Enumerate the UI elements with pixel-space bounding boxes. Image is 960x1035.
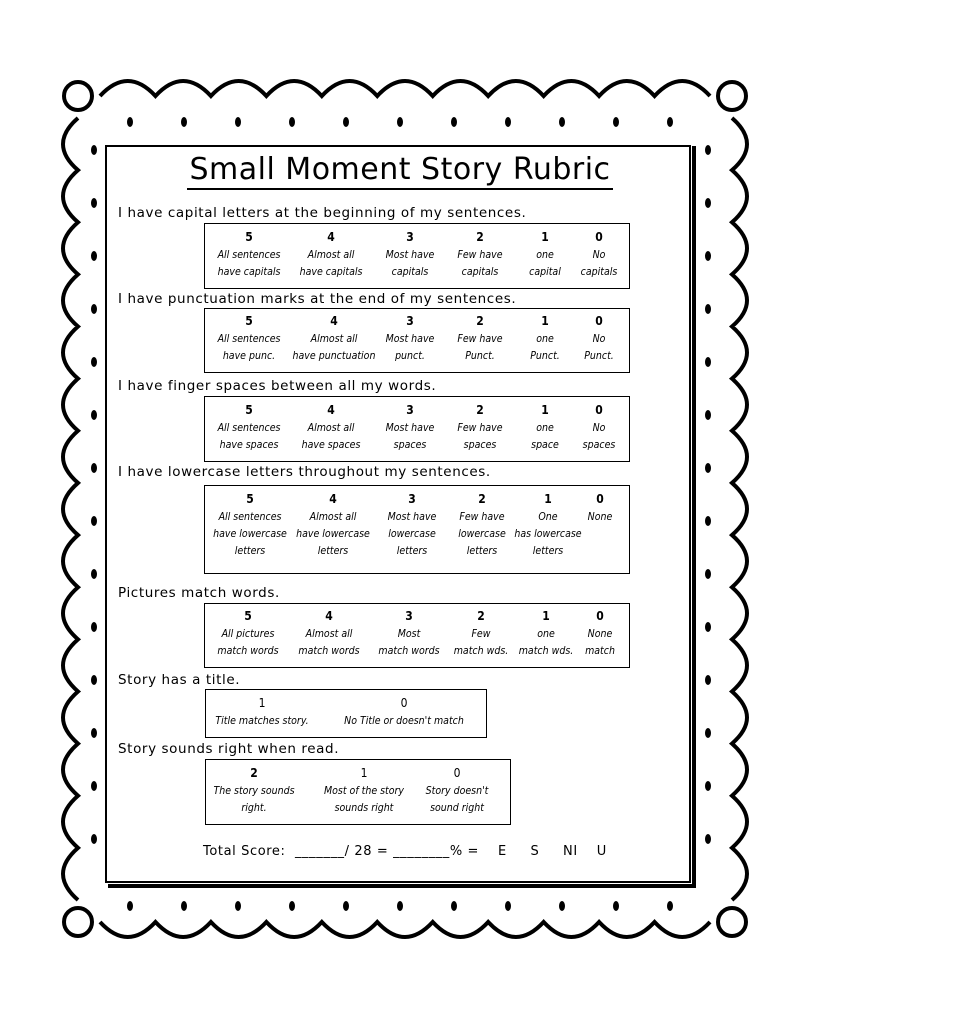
border-dot: [559, 901, 565, 911]
scallop-corner: [718, 908, 746, 936]
grade-s: S: [530, 844, 540, 859]
border-dot: [667, 901, 673, 911]
criterion-scale-punctuation: [204, 308, 630, 373]
border-dot: [505, 901, 511, 911]
level-0: 0 None match: [585, 609, 615, 657]
level-4: 4 Almost all have punctuation: [292, 314, 376, 362]
criterion-scale-spaces: [204, 396, 630, 462]
border-dot: [505, 117, 511, 127]
border-dot: [667, 117, 673, 127]
level-3: 3 Most have spaces: [385, 403, 435, 451]
level-0: 0 None: [587, 492, 613, 523]
level-4: 4 Almost all have capitals: [299, 230, 363, 278]
border-dot: [91, 251, 97, 261]
level-4: 4 Almost all match words: [298, 609, 360, 657]
criterion-label-title: Story has a title.: [118, 672, 241, 688]
border-dot: [705, 834, 711, 844]
border-dot: [91, 410, 97, 420]
border-dot: [705, 516, 711, 526]
border-dot: [181, 901, 187, 911]
page-title: [108, 152, 692, 187]
border-dot: [451, 117, 457, 127]
border-dot: [705, 145, 711, 155]
level-3: 3 Most have capitals: [385, 230, 435, 278]
border-dot: [181, 117, 187, 127]
criterion-scale-title: [205, 689, 487, 738]
border-dot: [705, 622, 711, 632]
scallop-corner: [64, 908, 92, 936]
level-2: 2 Few have capitals: [457, 230, 503, 278]
criterion-label-punctuation: I have punctuation marks at the end of my sentences.: [118, 291, 517, 307]
border-dot: [705, 569, 711, 579]
border-dot: [705, 781, 711, 791]
total-score-label: Total Score:: [203, 844, 286, 859]
level-4: 4 Almost all have spaces: [301, 403, 361, 451]
level-1: 1 one capital: [529, 230, 561, 278]
level-3: 3 Most match words: [378, 609, 440, 657]
level-3: 3 Most have punct.: [385, 314, 435, 362]
criterion-label-sounds-right: Story sounds right when read.: [118, 741, 340, 757]
border-dot: [343, 117, 349, 127]
border-dot: [91, 781, 97, 791]
border-dot: [559, 117, 565, 127]
grade-ni: NI: [563, 844, 578, 859]
level-1: 1 one space: [531, 403, 559, 451]
level-1: 1 one match wds.: [518, 609, 574, 657]
level-4: 4 Almost all have lowercase letters: [296, 492, 370, 557]
border-dot: [91, 834, 97, 844]
criterion-scale-sounds-right: [205, 759, 511, 825]
level-3: 3 Most have lowercase letters: [387, 492, 437, 557]
border-dot: [91, 675, 97, 685]
border-dot: [91, 516, 97, 526]
level-5: 5 All sentences have lowercase letters: [213, 492, 287, 557]
border-dot: [91, 198, 97, 208]
border-dot: [705, 357, 711, 367]
border-dot: [397, 901, 403, 911]
rubric-page: [108, 146, 696, 888]
grade-e: E: [497, 844, 507, 859]
border-dot: [343, 901, 349, 911]
level-1: 1 One has lowercase letters: [514, 492, 582, 557]
criterion-label-lowercase: I have lowercase letters throughout my sentences.: [118, 464, 491, 480]
border-dot: [705, 675, 711, 685]
border-dot: [289, 117, 295, 127]
level-0: 0 No Title or doesn't match: [344, 696, 464, 727]
level-1: 1 one Punct.: [530, 314, 560, 362]
border-dot: [289, 901, 295, 911]
level-5: 5 All sentences have capitals: [217, 230, 281, 278]
border-dot: [235, 117, 241, 127]
border-dot: [451, 901, 457, 911]
border-dot: [705, 251, 711, 261]
border-dot: [705, 198, 711, 208]
level-2: 2 Few have Punct.: [457, 314, 503, 362]
page-title-text: Small Moment Story Rubric: [187, 152, 612, 190]
scallop-corner: [718, 82, 746, 110]
level-0: 0 No capitals: [580, 230, 618, 278]
level-0: 0 Story doesn't sound right: [425, 766, 489, 814]
border-dot: [91, 622, 97, 632]
border-dot: [705, 463, 711, 473]
border-dot: [705, 304, 711, 314]
criterion-scale-lowercase: [204, 485, 630, 574]
border-dot: [91, 145, 97, 155]
border-dot: [91, 728, 97, 738]
level-0: 0 No spaces: [582, 403, 616, 451]
border-dot: [613, 901, 619, 911]
scallop-corner: [64, 82, 92, 110]
total-score-blanks: _______/ 28 = ________% =: [294, 844, 480, 859]
level-2: 2 The story sounds right.: [213, 766, 295, 814]
border-dot: [127, 117, 133, 127]
grade-u: U: [596, 844, 607, 859]
border-dot: [91, 569, 97, 579]
border-dot: [91, 463, 97, 473]
criterion-label-spaces: I have finger spaces between all my words.: [118, 378, 437, 394]
level-2: 2 Few have spaces: [457, 403, 503, 451]
criterion-label-pictures: Pictures match words.: [118, 585, 280, 601]
level-5: 5 All pictures match words: [217, 609, 279, 657]
border-dot: [127, 901, 133, 911]
level-5: 5 All sentences have spaces: [217, 403, 281, 451]
level-0: 0 No Punct.: [584, 314, 614, 362]
criterion-scale-pictures: [204, 603, 630, 668]
level-5: 5 All sentences have punc.: [217, 314, 281, 362]
border-dot: [91, 304, 97, 314]
total-score-line: [203, 844, 607, 859]
border-dot: [705, 410, 711, 420]
criterion-scale-capitals: [204, 223, 630, 289]
border-dot: [613, 117, 619, 127]
criterion-label-capitals: I have capital letters at the beginning of my sentences.: [118, 205, 527, 221]
border-dot: [235, 901, 241, 911]
level-2: 2 Few match wds.: [453, 609, 509, 657]
border-dot: [705, 728, 711, 738]
border-dot: [91, 357, 97, 367]
level-1: 1 Most of the story sounds right: [323, 766, 405, 814]
level-2: 2 Few have lowercase letters: [458, 492, 506, 557]
border-dot: [397, 117, 403, 127]
level-1: 1 Title matches story.: [215, 696, 309, 727]
